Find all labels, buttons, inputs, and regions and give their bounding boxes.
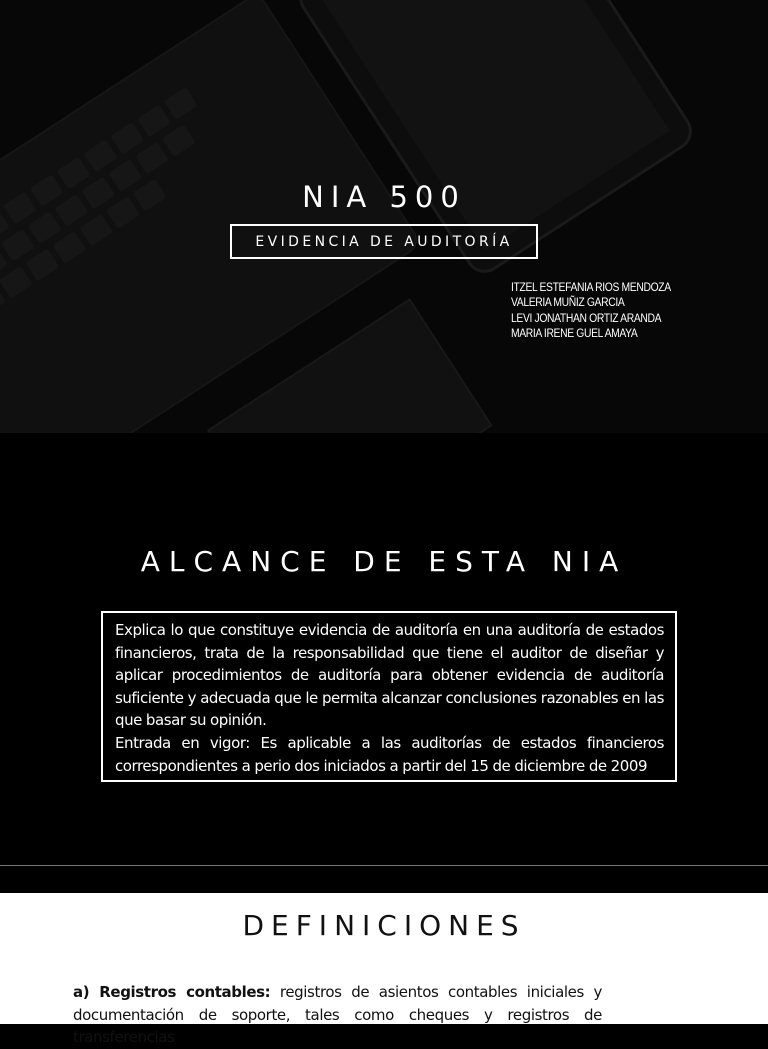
scope-paragraph: Explica lo que constituye evidencia de auditoría en una auditoría de estados financieros, trata de la responsabilidad que tiene el auditor de diseñar y aplicar procedimientos de auditoría para obtener evidencia de auditoría suficiente y adecuada que le permita alcanzar conclusiones razonables en las que basar su opinión. bbox=[115, 621, 664, 730]
definition-term: a) Registros contables: bbox=[73, 983, 271, 1001]
scope-slide bbox=[0, 433, 768, 865]
definitions-title: DEFINICIONES bbox=[242, 909, 526, 942]
presentation-subtitle: EVIDENCIA DE AUDITORÍA bbox=[255, 233, 513, 250]
background-laptop-image bbox=[0, 0, 768, 433]
authors-list bbox=[511, 281, 671, 342]
author-name: VALERIA MUÑIZ GARCIA bbox=[511, 297, 625, 310]
subtitle-box bbox=[230, 224, 538, 259]
title-slide bbox=[0, 0, 768, 433]
definitions-slide bbox=[0, 893, 768, 1046]
definition-text: registros de asientos contables iniciales y documentación de soporte, tales como cheques y registros de transferencias bbox=[73, 983, 602, 1046]
effective-date-paragraph: Entrada en vigor: Es aplicable a las auditorías de estados financieros correspondientes a perio dos iniciados a partir del 15 de diciembre de 2009 bbox=[115, 733, 664, 775]
slide-divider bbox=[0, 865, 768, 866]
scope-title: ALCANCE DE ESTA NIA bbox=[140, 545, 628, 578]
author-name: MARIA IRENE GUEL AMAYA bbox=[511, 327, 638, 340]
author-name: ITZEL ESTEFANIA RIOS MENDOZA bbox=[511, 282, 671, 294]
scope-text-box bbox=[101, 611, 677, 782]
author-name: LEVI JONATHAN ORTIZ ARANDA bbox=[511, 312, 662, 325]
definition-item bbox=[73, 981, 602, 1049]
presentation-title: NIA 500 bbox=[302, 180, 466, 214]
